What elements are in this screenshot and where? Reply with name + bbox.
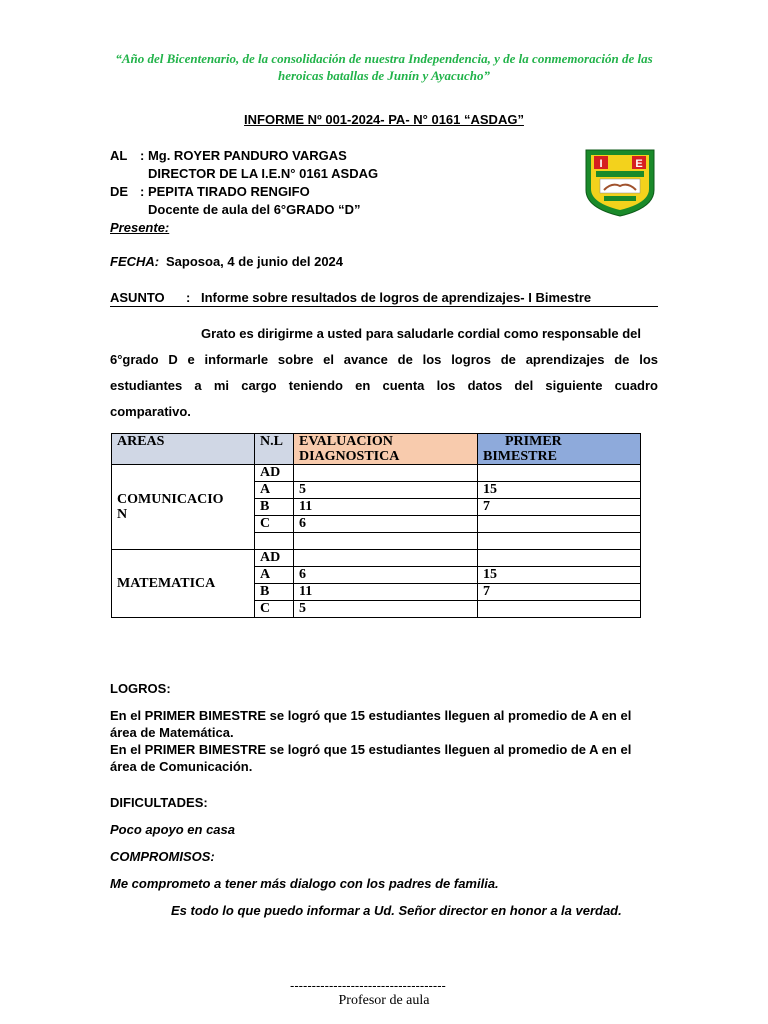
logo-letter-i: I [599,158,603,170]
nl-cell: B [255,499,294,516]
logros-line-1a: En el PRIMER BIMESTRE se logró que 15 estudiantes lleguen al promedio de A en el [110,708,632,723]
shield-icon [582,146,658,218]
intro-paragraph [110,321,658,425]
fecha-label: FECHA: [110,254,160,269]
school-logo [582,146,658,218]
compromisos-text: Me comprometo a tener más dialogo con los padres de familia. [110,876,499,891]
asunto-sep: : [186,290,191,305]
asunto-label: ASUNTO [110,290,165,305]
closing-text: Es todo lo que puedo informar a Ud. Señor director en honor a la verdad. [171,903,622,918]
presente-label: Presente: [110,220,170,235]
logros-paragraph [110,707,631,775]
dificultades-text: Poco apoyo en casa [110,822,235,837]
logros-line-1b: área de Matemática. [110,725,234,740]
de-role: Docente de aula del 6°GRADO “D” [148,202,361,217]
al-role: DIRECTOR DE LA I.E.N° 0161 ASDAG [148,166,379,181]
signature-line: ------------------------------------ [290,978,446,993]
prim-cell: 7 [478,499,641,516]
logros-line-2b: área de Comunicación. [110,759,253,774]
eval-cell: 6 [294,567,478,584]
eval-cell: 11 [294,499,478,516]
header-evaluacion [294,434,478,465]
asunto-rule [110,306,658,307]
intro-line-3: estudiantes a mi cargo teniendo en cuenta los datos del siguiente cuadro [110,378,658,393]
asunto-value: Informe sobre resultados de logros de aprendizajes- I Bimestre [201,290,592,305]
area-matematica: MATEMATICA [112,550,255,618]
header-eval-line2: DIAGNOSTICA [299,449,400,464]
prim-cell [478,516,641,533]
prim-cell: 7 [478,584,641,601]
intro-line-4: comparativo. [110,404,191,419]
header-eval-line1: EVALUACION [299,434,393,449]
logros-line-2a: En el PRIMER BIMESTRE se logró que 15 estudiantes lleguen al promedio de A en el [110,742,632,757]
motto-line-1: “Año del Bicentenario, de la consolidación de nuestra Independencia, y de la conmemoración de las [115,51,653,66]
header-primer-bimestre [478,434,641,465]
eval-cell: 6 [294,516,478,533]
de-label: DE [110,184,129,199]
de-name: : PEPITA TIRADO RENGIFO [140,184,310,199]
nl-cell: AD [255,550,294,567]
signature-label: Profesor de aula [338,993,430,1008]
header-areas: AREAS [112,434,255,465]
nl-cell [255,533,294,550]
nl-cell: A [255,482,294,499]
prim-cell: 15 [478,567,641,584]
nl-cell: B [255,584,294,601]
eval-cell [294,550,478,567]
compromisos-heading: COMPROMISOS: [110,849,215,864]
al-label: AL [110,148,128,163]
area-com-line1: COMUNICACIO [117,492,224,507]
eval-cell: 11 [294,584,478,601]
logros-heading: LOGROS: [110,681,171,696]
intro-line-1: Grato es dirigirme a usted para saludarle cordial como responsable del [201,326,641,341]
header-nl: N.L [255,434,294,465]
nl-cell: A [255,567,294,584]
logo-letter-e: E [635,158,643,170]
eval-cell: 5 [294,482,478,499]
intro-line-2: 6°grado D e informarle sobre el avance de los logros de aprendizajes de los [110,352,658,367]
nl-cell: C [255,601,294,618]
dificultades-heading: DIFICULTADES: [110,795,208,810]
eval-cell [294,465,478,482]
fecha-value: Saposoa, 4 de junio del 2024 [166,254,344,269]
header-prim-line1: PRIMER [505,434,562,449]
motto-line-2: heroicas batallas de Junín y Ayacucho” [278,68,490,83]
al-name: : Mg. ROYER PANDURO VARGAS [140,148,347,163]
eval-cell: 5 [294,601,478,618]
comparison-table [111,433,641,618]
nl-cell: AD [255,465,294,482]
prim-cell [478,601,641,618]
table-row [112,465,641,482]
document-title: INFORME Nº 001-2024- PA- N° 0161 “ASDAG” [244,112,524,127]
table-row [112,550,641,567]
eval-cell [294,533,478,550]
table-header-row [112,434,641,465]
prim-cell [478,465,641,482]
area-com-line2: N [117,507,128,522]
prim-cell [478,533,641,550]
nl-cell: C [255,516,294,533]
prim-cell [478,550,641,567]
header-prim-line2: BIMESTRE [483,449,557,464]
prim-cell: 15 [478,482,641,499]
motto [100,50,668,84]
area-comunicacion [112,465,255,550]
